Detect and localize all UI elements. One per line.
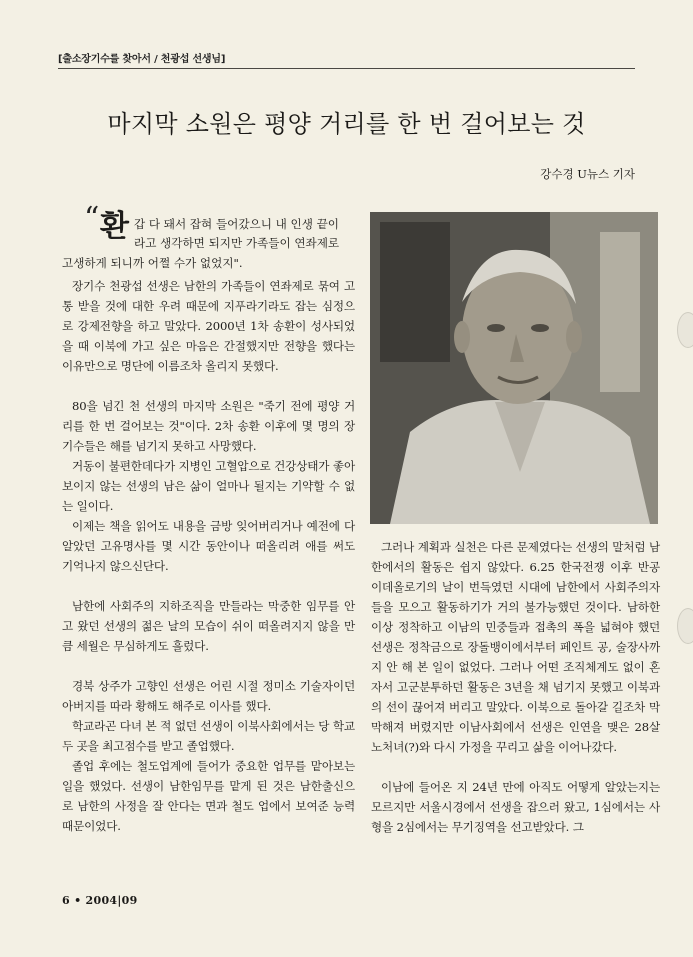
binder-hole [677, 608, 693, 644]
portrait-photo [370, 212, 658, 524]
dropcap: 환 [100, 209, 129, 244]
body-paragraph: 이남에 들어온 지 24년 만에 아직도 어떻게 알았는지는 모르지만 서울시경에서 선생을 잡으러 왔고, 1심에서는 사형을 2심에서는 무기징역을 선고받았다. 그 [371, 780, 660, 834]
body-paragraph: 졸업 후에는 철도업계에 들어가 중요한 업무를 맡아보는 일을 했었다. 선생이 남한임무를 맡게 된 것은 남한출신으로 남한의 사정을 잘 안다는 면과 철도 업에서 보여준 능력 때문이었다. [62, 759, 355, 833]
right-column [371, 537, 660, 837]
byline: 강수경 U뉴스 기자 [540, 167, 635, 181]
section-tag: [출소장기수를 찾아서 / 천광섭 선생님] [58, 54, 226, 65]
lead-line: 갑 다 돼서 잡혀 들어갔으니 내 인생 끝이 [134, 217, 339, 231]
lead-line: 라고 생각하면 되지만 가족들이 연좌제로 [134, 236, 340, 250]
header-rule [58, 68, 635, 69]
body-paragraph: 장기수 천광섭 선생은 남한의 가족들이 연좌제로 묶여 고통 받을 것에 대한 우려 때문에 지푸라기라도 잡는 심정으로 강제전향을 하고 말았다. 2000년 1차 송환이 성사되었을 때 이북에 가고 싶은 마음은 간절했지만 전향을 했다는 이유만으로 명단에 이름조차 올리지 못했다. [62, 279, 355, 373]
portrait-illustration [370, 212, 658, 524]
left-column [62, 276, 355, 836]
article-title: 마지막 소원은 평양 거리를 한 번 걸어보는 것 [107, 110, 586, 138]
page-footer: 6 • 2004|09 [62, 894, 138, 907]
body-paragraph: 학교라곤 다녀 본 적 없던 선생이 이북사회에서는 당 학교 두 곳을 최고점수를 받고 졸업했다. [62, 719, 355, 753]
open-quote: “ [84, 201, 100, 236]
body-paragraph: 이제는 책을 읽어도 내용을 금방 잊어버리거나 예전에 다 알았던 고유명사를 몇 시간 동안이나 떠올리려 애를 써도 기억나지 않으신단다. [62, 519, 355, 573]
body-paragraph: 거동이 불편한데다가 지병인 고혈압으로 건강상태가 좋아 보이지 않는 선생의 남은 삶이 얼마나 될지는 기약할 수 없는 일이다. [62, 459, 355, 513]
lead-line: 고생하게 되니까 어쩔 수가 없었지". [62, 256, 243, 270]
binder-hole [677, 312, 693, 348]
body-paragraph: 80을 넘긴 천 선생의 마지막 소원은 "죽기 전에 평양 거리를 한 번 걸어보는 것"이다. 2차 송환 이후에 몇 명의 장기수들은 해를 넘기지 못하고 사망했다. [62, 399, 355, 453]
body-paragraph: 경북 상주가 고향인 선생은 어린 시절 정미소 기술자이던 아버지를 따라 황해도 해주로 이사를 했다. [62, 679, 355, 713]
body-paragraph: 그러나 계획과 실천은 다른 문제였다는 선생의 말처럼 남한에서의 활동은 쉽지 않았다. 6.25 한국전쟁 이후 반공 이데올로기의 날이 번득였던 시대에 남한에서 사회주의자들을 모으고 활동하기가 거의 불가능했던 것이다. 남하한 이상 정착하고 이남의 민중들과 접촉의 폭을 넓혀야 했던 선생은 정착금으로 장돌뱅이에서부터 페인트 공, 술장사까지 안 해 본 일이 없었다. 그러나 어떤 조직체계도 없이 혼자서 고군분투하던 활동은 3년을 채 넘기지 못했고 이북과의 선이 끊어져 버리고 말았다. 이북으로 돌아갈 길조차 막막해져 버렸지만 이남사회에서 선생은 인연을 맺은 28살 노처녀(?)와 다시 가정을 꾸리고 삶을 이어나갔다. [371, 540, 660, 754]
body-paragraph: 남한에 사회주의 지하조직을 만들라는 막중한 임무를 안고 왔던 선생의 젊은 날의 모습이 쉬이 떠올려지지 않을 만큼 세월은 무심하게도 흘렀다. [62, 599, 355, 653]
